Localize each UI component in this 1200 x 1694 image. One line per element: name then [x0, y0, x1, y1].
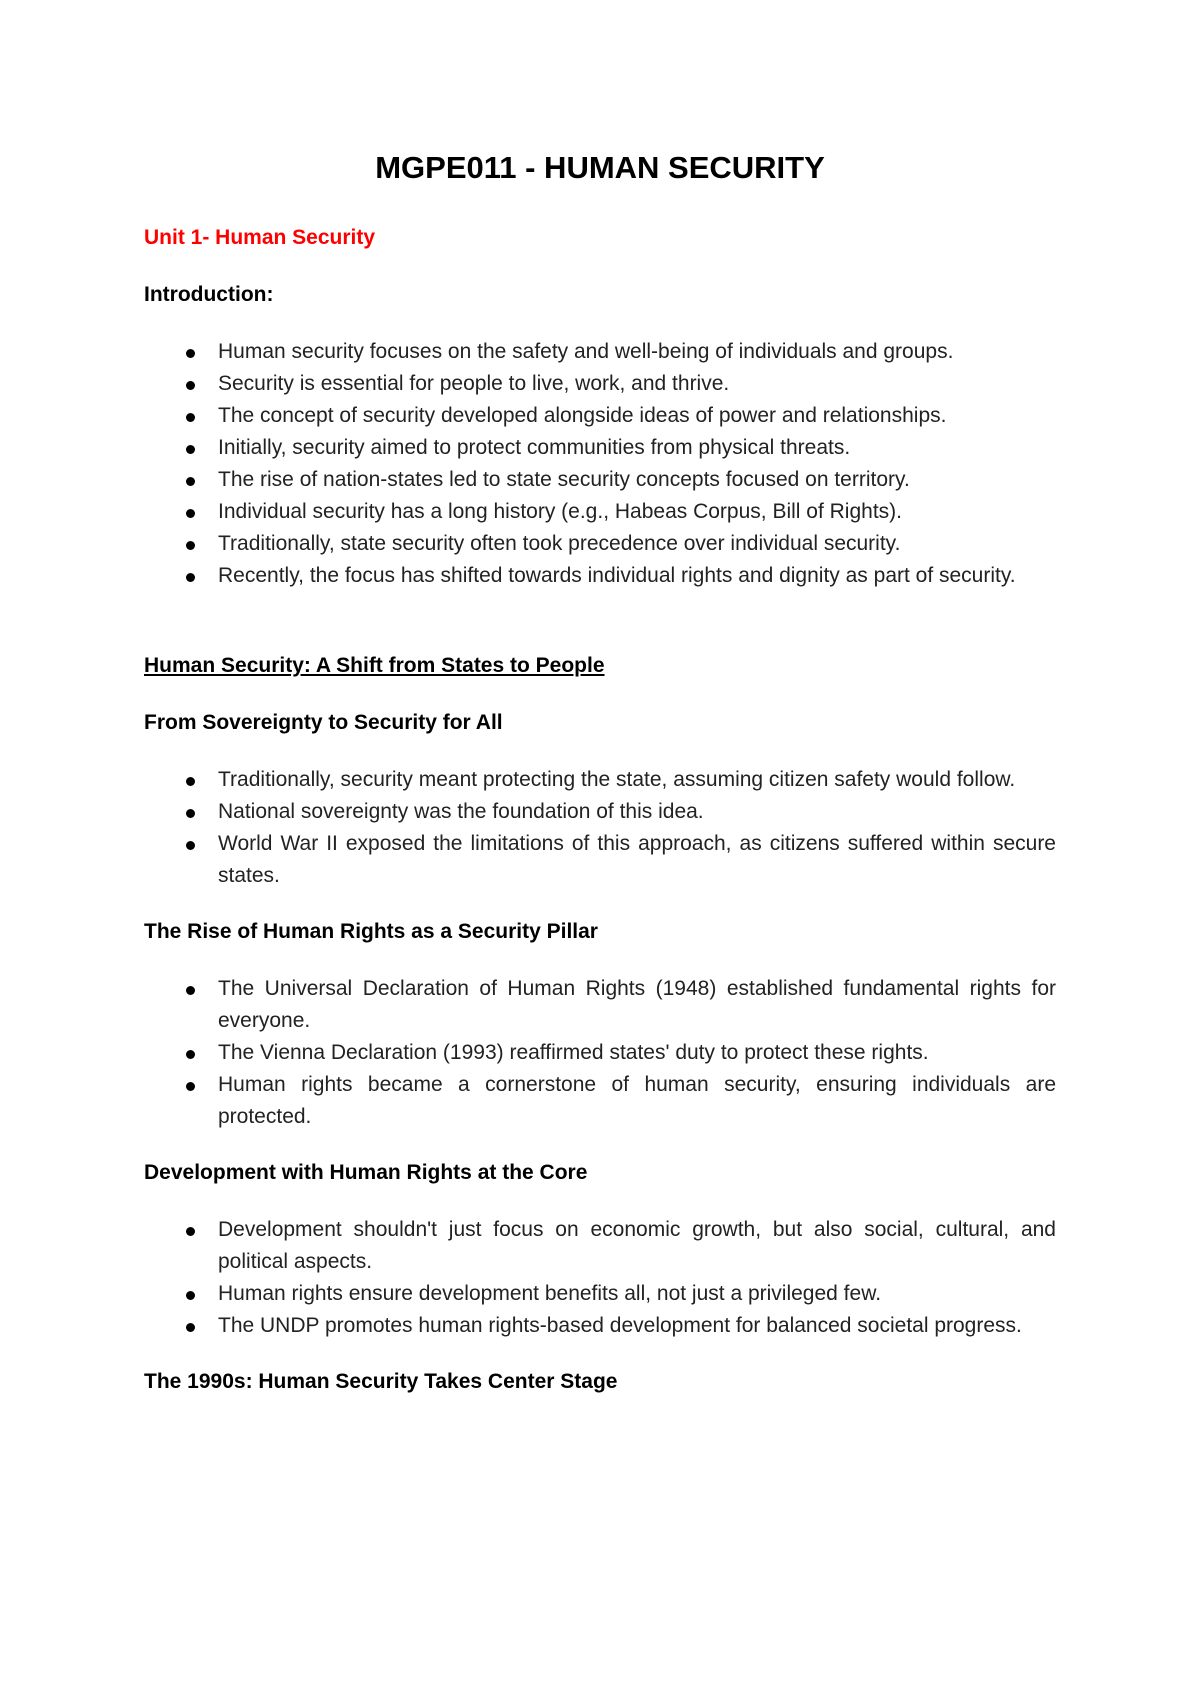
introduction-bullet-list [144, 336, 1056, 592]
subsection-heading-development: Development with Human Rights at the Core [144, 1161, 588, 1184]
list-item: The rise of nation-states led to state security concepts focused on territory. [144, 464, 1056, 496]
section-heading-shift: Human Security: A Shift from States to People [144, 654, 605, 677]
development-bullet-list [144, 1214, 1056, 1342]
unit-heading: Unit 1- Human Security [144, 226, 376, 249]
sovereignty-bullet-list [144, 764, 1056, 892]
list-item: Human rights ensure development benefits all, not just a privileged few. [144, 1278, 1056, 1310]
list-item: National sovereignty was the foundation of this idea. [144, 796, 1056, 828]
list-item: Recently, the focus has shifted towards individual rights and dignity as part of security. [144, 560, 1056, 592]
list-item: The concept of security developed alongside ideas of power and relationships. [144, 400, 1056, 432]
list-item: World War II exposed the limitations of this approach, as citizens suffered within secure states. [144, 828, 1056, 892]
human-rights-bullet-list [144, 973, 1056, 1133]
subsection-heading-human-rights: The Rise of Human Rights as a Security Pillar [144, 920, 598, 943]
list-item: The Vienna Declaration (1993) reaffirmed states' duty to protect these rights. [144, 1037, 1056, 1069]
list-item: Traditionally, state security often took precedence over individual security. [144, 528, 1056, 560]
document-body [144, 222, 1056, 1423]
subsection-heading-sovereignty: From Sovereignty to Security for All [144, 711, 503, 734]
list-item: Individual security has a long history (e.g., Habeas Corpus, Bill of Rights). [144, 496, 1056, 528]
list-item: The Universal Declaration of Human Rights (1948) established fundamental rights for everyone. [144, 973, 1056, 1037]
list-item: Human rights became a cornerstone of human security, ensuring individuals are protected. [144, 1069, 1056, 1133]
list-item: Security is essential for people to live, work, and thrive. [144, 368, 1056, 400]
section-heading-introduction: Introduction: [144, 283, 274, 306]
subsection-heading-1990s: The 1990s: Human Security Takes Center Stage [144, 1370, 618, 1393]
list-item: Initially, security aimed to protect communities from physical threats. [144, 432, 1056, 464]
list-item: Traditionally, security meant protecting the state, assuming citizen safety would follow. [144, 764, 1056, 796]
list-item: Human security focuses on the safety and well-being of individuals and groups. [144, 336, 1056, 368]
list-item: The UNDP promotes human rights-based development for balanced societal progress. [144, 1310, 1056, 1342]
list-item: Development shouldn't just focus on economic growth, but also social, cultural, and political aspects. [144, 1214, 1056, 1278]
document-title: MGPE011 - HUMAN SECURITY [375, 150, 825, 185]
